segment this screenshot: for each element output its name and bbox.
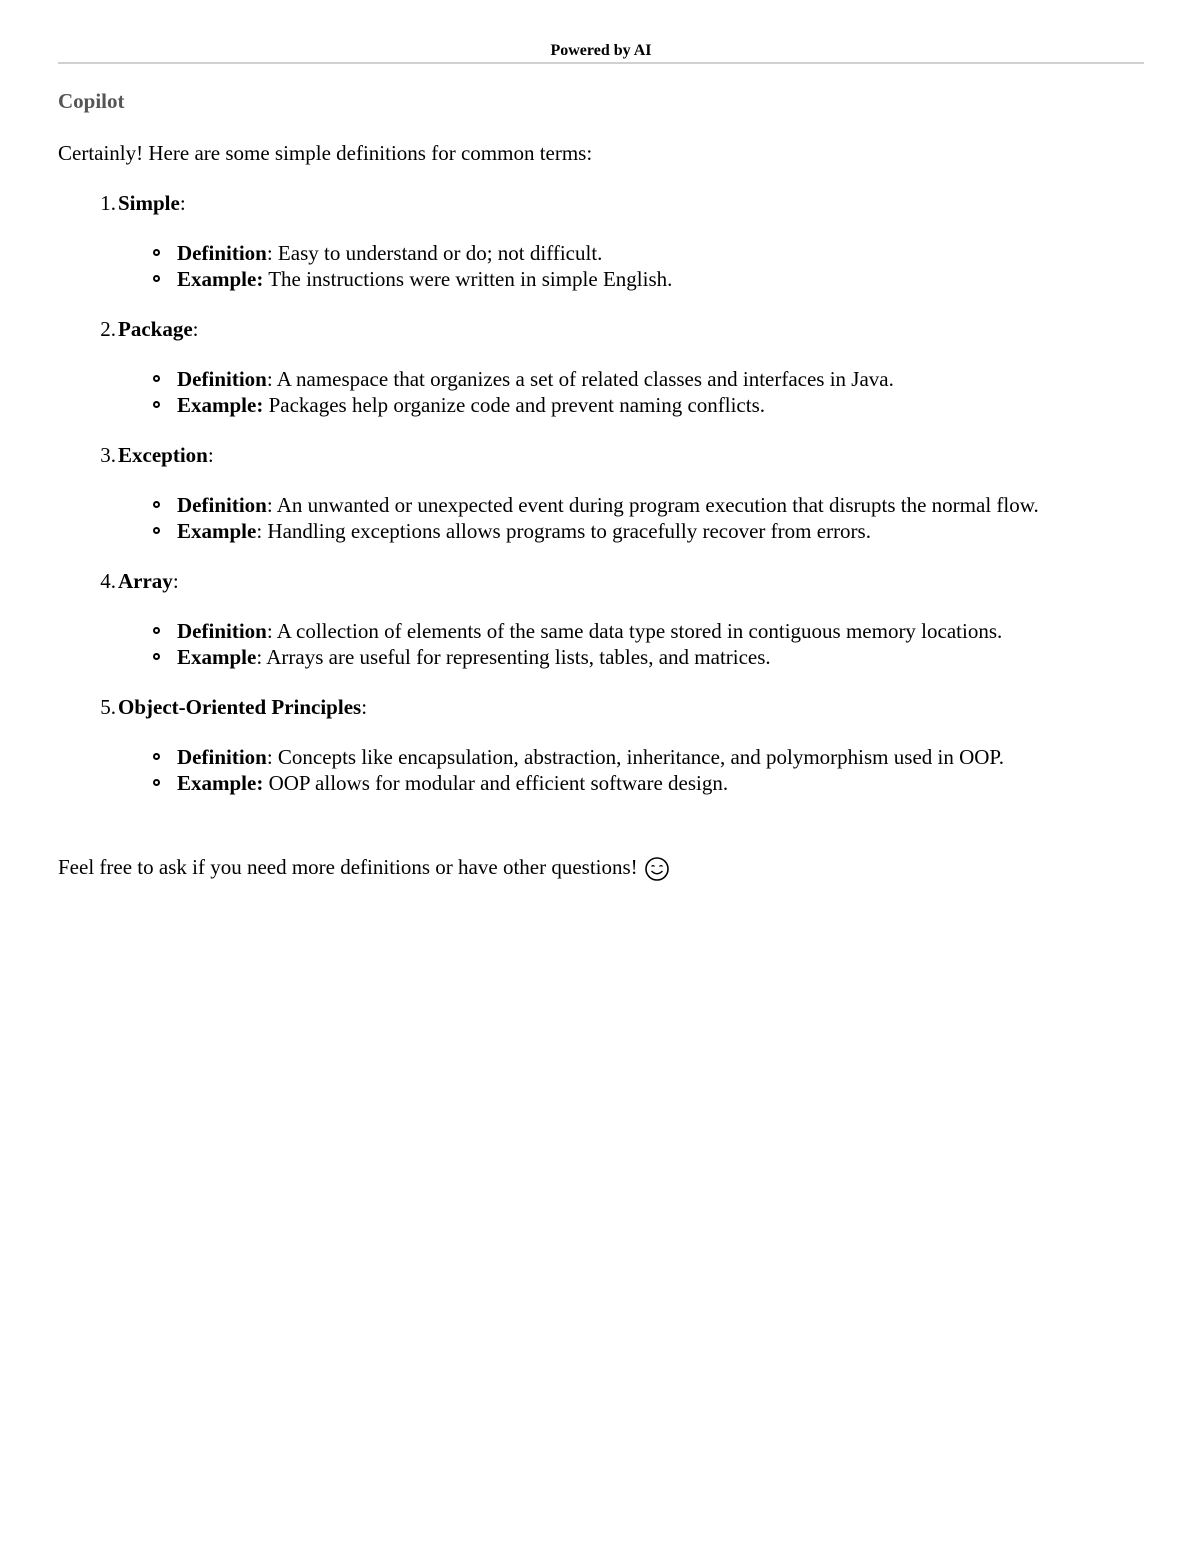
example-label: Example: [177,393,264,417]
definition-item [58,744,1117,770]
closing-message [58,854,670,882]
term-number: 3. [100,443,116,467]
term-title: Object-Oriented Principles [118,695,362,719]
term-title: Array [118,569,173,593]
example-text: : Handling exceptions allows programs to gracefully recover from errors. [256,519,871,543]
example-label: Example [177,519,257,543]
definition-text: : A collection of elements of the same data type stored in contiguous memory locations. [266,619,1003,643]
example-text: Packages help organize code and prevent naming conflicts. [263,393,766,417]
bullet-icon [153,275,160,282]
page-header [58,0,1144,64]
definition-label: Definition [177,745,267,769]
term-details [58,366,1144,418]
definition-label: Definition [177,241,267,265]
assistant-name: Copilot [58,89,125,113]
bullet-icon [153,753,160,760]
term-number: 5. [100,695,116,719]
term-details [58,618,1144,670]
definition-text: : An unwanted or unexpected event during program execution that disrupts the normal flow. [266,493,1039,517]
closing-text: Feel free to ask if you need more definitions or have other questions! [58,855,638,879]
example-item [58,518,1117,544]
term-item-package: 2. Package: Definition: A namespace that organizes a set of related classes and interfaces in Java. Example: Packages help organize code and prevent naming conflicts. [58,316,1144,418]
powered-by-label: Powered by AI [550,42,652,59]
term-details [58,240,1144,292]
definition-label: Definition [177,367,267,391]
term-details [58,744,1144,796]
example-label: Example [177,645,257,669]
document-page [58,0,1144,879]
term-item-simple: 1. Simple: Definition: Easy to understand or do; not difficult. Example: The instructions were written in simple English. [58,190,1144,292]
example-text: : Arrays are useful for representing lists, tables, and matrices. [256,645,771,669]
bullet-icon [153,653,160,660]
example-item [58,266,1117,292]
definition-item [58,492,1117,518]
definition-text: : Concepts like encapsulation, abstraction, inheritance, and polymorphism used in OOP. [266,745,1005,769]
bullet-icon [153,779,160,786]
term-number: 2. [100,317,116,341]
term-title: Simple [118,191,180,215]
term-number: 4. [100,569,116,593]
term-number: 1. [100,191,116,215]
smiley-face-icon [644,856,670,882]
example-text: OOP allows for modular and efficient software design. [263,771,729,795]
definition-label: Definition [177,619,267,643]
intro-text: Certainly! Here are some simple definitions for common terms: [58,141,593,165]
term-title: Package [118,317,193,341]
example-label: Example: [177,771,264,795]
example-text: The instructions were written in simple English. [263,267,673,291]
bullet-icon [153,527,160,534]
terms-list [58,190,1144,820]
example-item [58,392,1117,418]
example-label: Example: [177,267,264,291]
term-details [58,492,1144,544]
term-item-exception: 3. Exception: Definition: An unwanted or unexpected event during program execution that disrupts the normal flow. Example: Handling exceptions allows programs to gracefully recover from errors. [58,442,1144,544]
bullet-icon [153,627,160,634]
example-item [58,770,1117,796]
term-item-object-oriented-principles: 5. Object-Oriented Principles: Definition: Concepts like encapsulation, abstraction, inheritance, and polymorphism used in OOP. Example: OOP allows for modular and efficient software design. [58,694,1144,796]
definition-text: : A namespace that organizes a set of related classes and interfaces in Java. [266,367,894,391]
term-title: Exception [118,443,208,467]
bullet-icon [153,401,160,408]
definition-item [58,618,1117,644]
definition-text: : Easy to understand or do; not difficult. [266,241,603,265]
definition-label: Definition [177,493,267,517]
bullet-icon [153,375,160,382]
example-item [58,644,1117,670]
definition-item [58,366,1117,392]
definition-item [58,240,1117,266]
bullet-icon [153,501,160,508]
term-item-array: 4. Array: Definition: A collection of elements of the same data type stored in contiguous memory locations. Example: Arrays are useful for representing lists, tables, and matrices. [58,568,1144,670]
bullet-icon [153,249,160,256]
